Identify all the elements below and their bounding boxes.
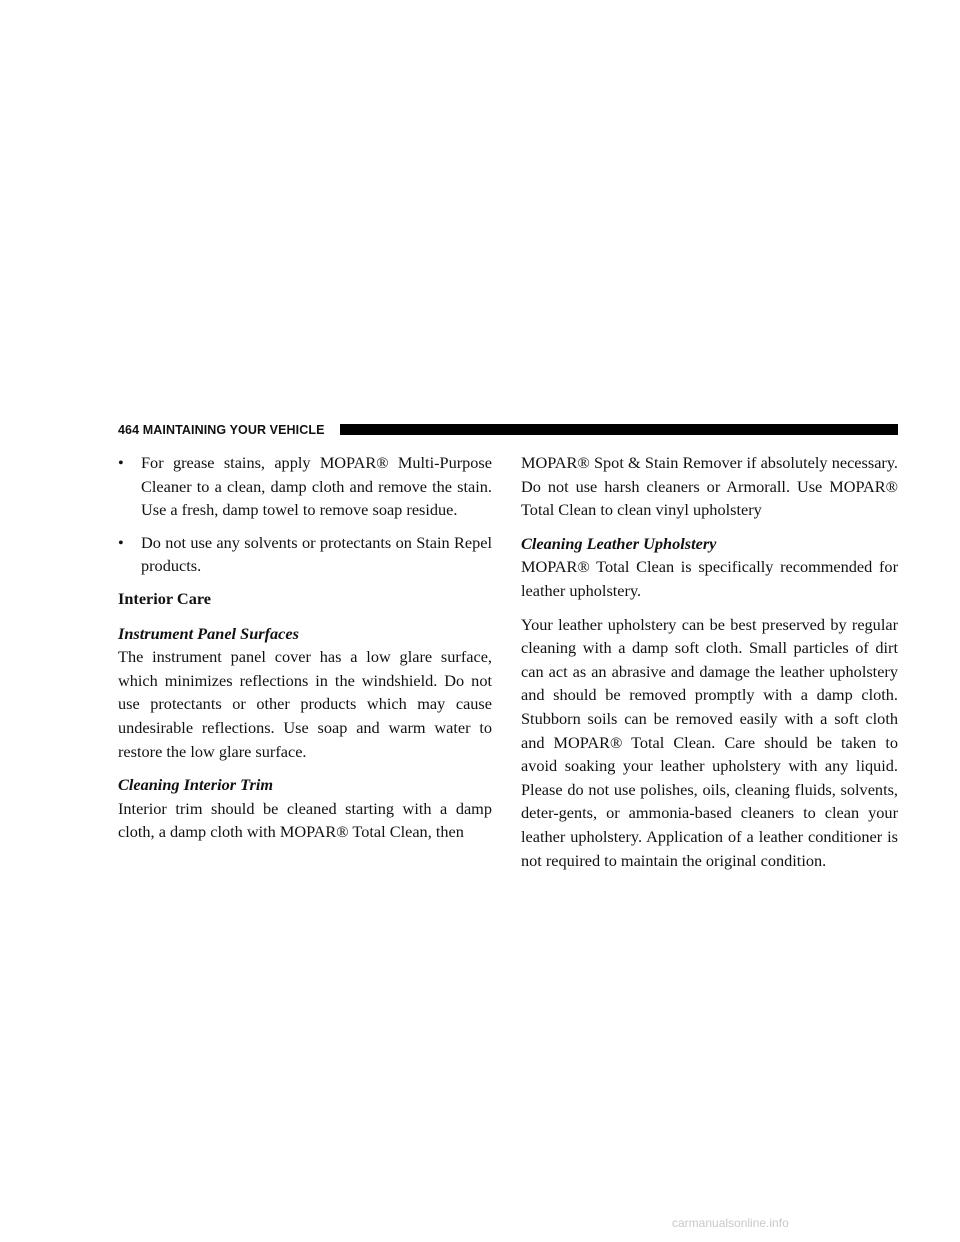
page-header [118,421,898,439]
paragraph-instrument-panel: The instrument panel cover has a low glare surface, which minimizes reflections in the windshield. Do not use protectants or other products which may cause undesirable reflections. Use soap and warm water to restore the low glare surface. [118,647,492,761]
paragraph-leather-1: MOPAR® Total Clean is specifically recommended for leather upholstery. [521,557,898,600]
left-column [118,451,492,854]
subheading-instrument-panel: Instrument Panel Surfaces [118,623,299,643]
bullet-dot-icon: • [118,453,124,472]
bullet-dot-icon: • [118,532,124,552]
subheading-interior-trim: Cleaning Interior Trim [118,775,274,795]
page-header-text: 464 MAINTAINING YOUR VEHICLE [118,421,331,439]
paragraph-leather-2: Your leather upholstery can be best preserved by regular cleaning with a damp soft cloth. Small particles of dirt can act as an abrasive and damage the leather upholstery and should be removed promptly with a damp cloth. Stubborn soils can be removed easily with a soft cloth and MOPAR® Total Clean. Care should be taken to avoid soaking your leather upholstery with any liquid. Please do not use polishes, oils, cleaning fluids, solvents, deter-gents, or ammonia-based cleaners to clean your leather upholstery. Application of a leather conditioner is not required to maintain the original condition. [521,614,898,870]
right-column [521,451,898,882]
header-rule-bar [340,424,898,435]
paragraph-trim-continued: MOPAR® Spot & Stain Remover if absolutely necessary. Do not use harsh cleaners or Armorall. Use MOPAR® Total Clean to clean vinyl upholstery [521,453,898,520]
watermark-text: carmanualsonline.info [672,1216,789,1230]
bullet-item [118,451,492,522]
bullet-text: For grease stains, apply MOPAR® Multi-Purpose Cleaner to a clean, damp cloth and remove the stain. Use a fresh, damp towel to remove soap residue. [141,453,492,520]
section-heading: Interior Care [118,588,211,608]
paragraph-interior-trim: Interior trim should be cleaned starting with a damp cloth, a damp cloth with MOPAR® Total Clean, then [118,798,492,842]
bullet-item [118,531,492,578]
subheading-leather: Cleaning Leather Upholstery [521,533,717,553]
bullet-text: Do not use any solvents or protectants on Stain Repel products. [141,532,492,576]
